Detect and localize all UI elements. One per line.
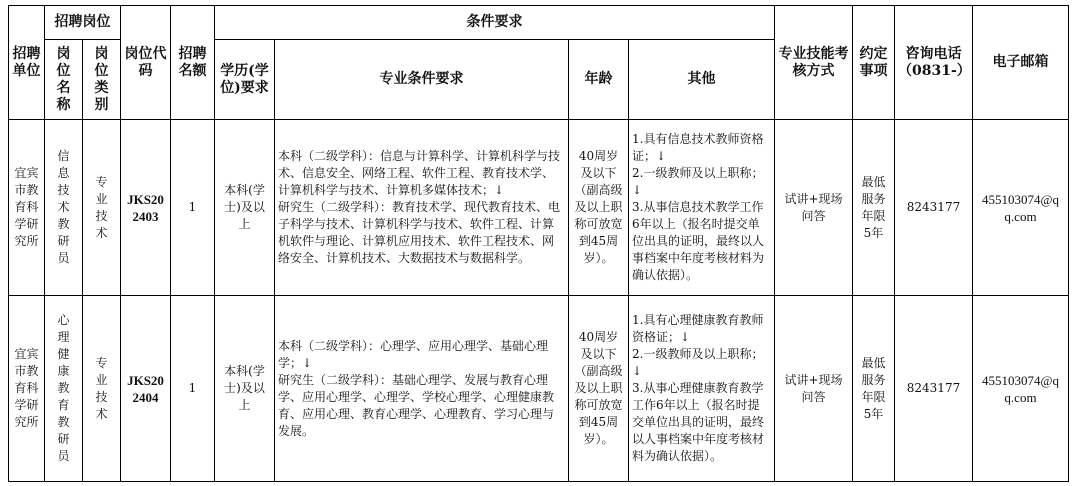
- cell-unit: 宜宾市教育科学研究所: [9, 296, 45, 482]
- table-row: [9, 120, 1069, 296]
- cell-unit: 宜宾市教育科学研究所: [9, 120, 45, 296]
- header-education: 学历(学位)要求: [215, 40, 275, 120]
- cell-post-code: JKS202403: [121, 120, 171, 296]
- header-email: 电子邮箱: [973, 6, 1069, 120]
- recruitment-table-container: [8, 5, 1069, 482]
- header-agreement: 约定事项: [853, 6, 895, 120]
- cell-agreement: 最低服务年限5年: [853, 120, 895, 296]
- cell-post-code: JKS202404: [121, 296, 171, 482]
- cell-quota: 1: [171, 296, 215, 482]
- header-age: 年龄: [569, 40, 629, 120]
- header-post-code: 岗位代码: [121, 6, 171, 120]
- header-quota: 招聘名额: [171, 6, 215, 120]
- header-assessment: 专业技能考核方式: [775, 6, 853, 120]
- table-row: [9, 296, 1069, 482]
- cell-education: 本科(学士)及以上: [215, 296, 275, 482]
- cell-other: 1.具有信息技术教师资格证；↓ 2.一级教师及以上职称；↓ 3.从事信息技术教学工作6年以上（报名时提交单位出具的证明，最终以人事档案中年度考核材料为确认依据）。: [629, 120, 775, 296]
- header-phone: 咨询电话（0831-）: [895, 6, 973, 120]
- header-other: 其他: [629, 40, 775, 120]
- header-post-group: 招聘岗位: [45, 6, 121, 40]
- recruitment-table: [8, 5, 1069, 482]
- cell-age: 40周岁及以下（副高级及以上职称可放宽到45周岁）。: [569, 120, 629, 296]
- cell-post-name: 心理健康教育教研员: [45, 296, 83, 482]
- cell-post-type: 专业技术: [83, 296, 121, 482]
- cell-age: 40周岁及以下（副高级及以上职称可放宽到45周岁）。: [569, 296, 629, 482]
- cell-quota: 1: [171, 120, 215, 296]
- cell-assessment: 试讲+现场问答: [775, 296, 853, 482]
- header-post-name: 岗位名称: [45, 40, 83, 120]
- header-post-type: 岗位类别: [83, 40, 121, 120]
- cell-email: 455103074@qq.com: [973, 296, 1069, 482]
- header-major: 专业条件要求: [275, 40, 569, 120]
- cell-education: 本科(学士)及以上: [215, 120, 275, 296]
- cell-assessment: 试讲+现场问答: [775, 120, 853, 296]
- cell-major: 本科（二级学科）：信息与计算科学、计算机科学与技术、信息安全、网络工程、软件工程、教育技术学、计算机科学与技术、计算机多媒体技术；↓ 研究生（二级学科）：教育技术学、现代教育技术、电子科学与技术、计算机科学与技术、软件工程、计算机软件与理论、计算机应用技术、软件工程技术、网络安全、计算机技术、大数据技术与数据科学。: [275, 120, 569, 296]
- cell-email: 455103074@qq.com: [973, 120, 1069, 296]
- header-row-1: [9, 6, 1069, 40]
- cell-phone: 8243177: [895, 120, 973, 296]
- cell-other: 1.具有心理健康教育教师资格证；↓ 2.一级教师及以上职称；↓ 3.从事心理健康教育教学工作6年以上（报名时提交单位出具的证明，最终以人事档案中年度考核材料为确认依据）。: [629, 296, 775, 482]
- header-conditions: 条件要求: [215, 6, 775, 40]
- cell-post-type: 专业技术: [83, 120, 121, 296]
- cell-major: 本科（二级学科）：心理学、应用心理学、基础心理学；↓ 研究生（二级学科）：基础心理学、发展与教育心理学、应用心理学、心理学、学校心理学、心理健康教育、应用心理、教育心理学、心理教育、学习心理与发展。: [275, 296, 569, 482]
- cell-agreement: 最低服务年限5年: [853, 296, 895, 482]
- cell-phone: 8243177: [895, 296, 973, 482]
- header-unit: 招聘单位: [9, 6, 45, 120]
- cell-post-name: 信息技术教研员: [45, 120, 83, 296]
